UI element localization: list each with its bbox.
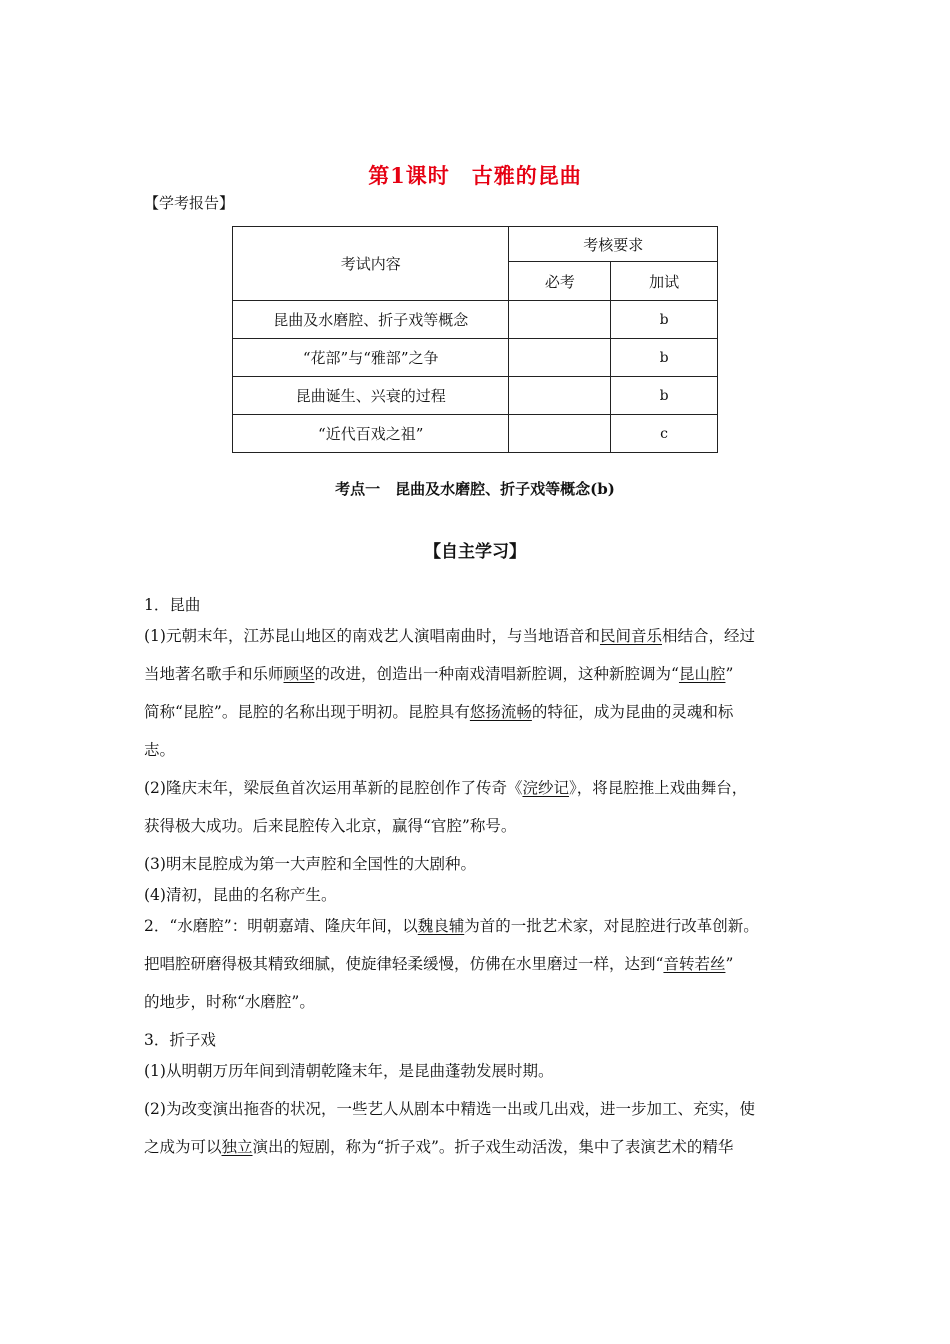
text-line: 把唱腔研磨得极其精致细腻，使旋律轻柔缓慢，仿佛在水里磨过一样，达到“音转若丝” bbox=[144, 955, 734, 973]
underlined-term: 音转若丝 bbox=[663, 955, 726, 973]
table-row bbox=[233, 339, 718, 377]
header-requirement: 考核要求 bbox=[509, 227, 718, 262]
section-heading: 【自主学习】 bbox=[424, 542, 526, 562]
requirements-table bbox=[232, 226, 718, 453]
row-required bbox=[509, 415, 611, 453]
header-required: 必考 bbox=[509, 262, 611, 301]
header-extra: 加试 bbox=[611, 262, 718, 301]
report-label: 【学考报告】 bbox=[144, 194, 235, 212]
table-row bbox=[233, 415, 718, 453]
topic-heading: 考点一 昆曲及水磨腔、折子戏等概念(b) bbox=[335, 480, 615, 498]
row-extra: c bbox=[611, 415, 718, 453]
row-required bbox=[509, 301, 611, 339]
underlined-term: 魏良辅 bbox=[417, 917, 465, 935]
underlined-term: 浣纱记 bbox=[522, 779, 569, 797]
header-exam-content: 考试内容 bbox=[233, 227, 509, 301]
underlined-term: 顾坚 bbox=[283, 665, 315, 683]
underlined-term: 昆山腔 bbox=[678, 665, 726, 683]
row-content: “花部”与“雅部”之争 bbox=[233, 339, 509, 377]
text-line: 的地步，时称“水磨腔”。 bbox=[144, 993, 315, 1011]
text-line: 简称“昆腔”。昆腔的名称出现于明初。昆腔具有悠扬流畅的特征，成为昆曲的灵魂和标 bbox=[144, 703, 734, 721]
text-line: 之成为可以独立演出的短剧，称为“折子戏”。折子戏生动活泼，集中了表演艺术的精华 bbox=[144, 1138, 734, 1156]
text-line: (1)从明朝万历年间到清朝乾隆末年，是昆曲蓬勃发展时期。 bbox=[144, 1062, 554, 1080]
text-line: (1)元朝末年，江苏昆山地区的南戏艺人演唱南曲时，与当地语音和民间音乐相结合，经过 bbox=[144, 627, 755, 645]
row-content: 昆曲诞生、兴衰的过程 bbox=[233, 377, 509, 415]
text-line: (2)为改变演出拖沓的状况，一些艺人从剧本中精选一出或几出戏，进一步加工、充实，使 bbox=[144, 1100, 755, 1118]
row-required bbox=[509, 377, 611, 415]
row-content: “近代百戏之祖” bbox=[233, 415, 509, 453]
table-row bbox=[233, 301, 718, 339]
row-extra: b bbox=[611, 377, 718, 415]
text-line: 志。 bbox=[144, 741, 176, 759]
text-line: 2．“水磨腔”：明朝嘉靖、隆庆年间，以魏良辅为首的一批艺术家，对昆腔进行改革创新。 bbox=[144, 917, 759, 935]
text-line: (4)清初，昆曲的名称产生。 bbox=[144, 886, 337, 904]
row-content: 昆曲及水磨腔、折子戏等概念 bbox=[233, 301, 509, 339]
row-required bbox=[509, 339, 611, 377]
underlined-term: 悠扬流畅 bbox=[469, 703, 532, 721]
lesson-title: 第1课时 古雅的昆曲 bbox=[368, 163, 582, 188]
text-line: (3)明末昆腔成为第一大声腔和全国性的大剧种。 bbox=[144, 855, 476, 873]
text-line: 获得极大成功。后来昆腔传入北京，赢得“官腔”称号。 bbox=[144, 817, 517, 835]
underlined-term: 民间音乐 bbox=[599, 627, 662, 645]
study-content bbox=[144, 590, 824, 1170]
table-row bbox=[233, 377, 718, 415]
section-title: 3．折子戏 bbox=[144, 1031, 216, 1049]
underlined-term: 独立 bbox=[221, 1138, 253, 1156]
text-line: (2)隆庆末年，梁辰鱼首次运用革新的昆腔创作了传奇《浣纱记》，将昆腔推上戏曲舞台， bbox=[144, 779, 748, 797]
section-title: 1．昆曲 bbox=[144, 596, 201, 614]
row-extra: b bbox=[611, 339, 718, 377]
text-line: 当地著名歌手和乐师顾坚的改进，创造出一种南戏清唱新腔调，这种新腔调为“昆山腔” bbox=[144, 665, 734, 683]
row-extra: b bbox=[611, 301, 718, 339]
